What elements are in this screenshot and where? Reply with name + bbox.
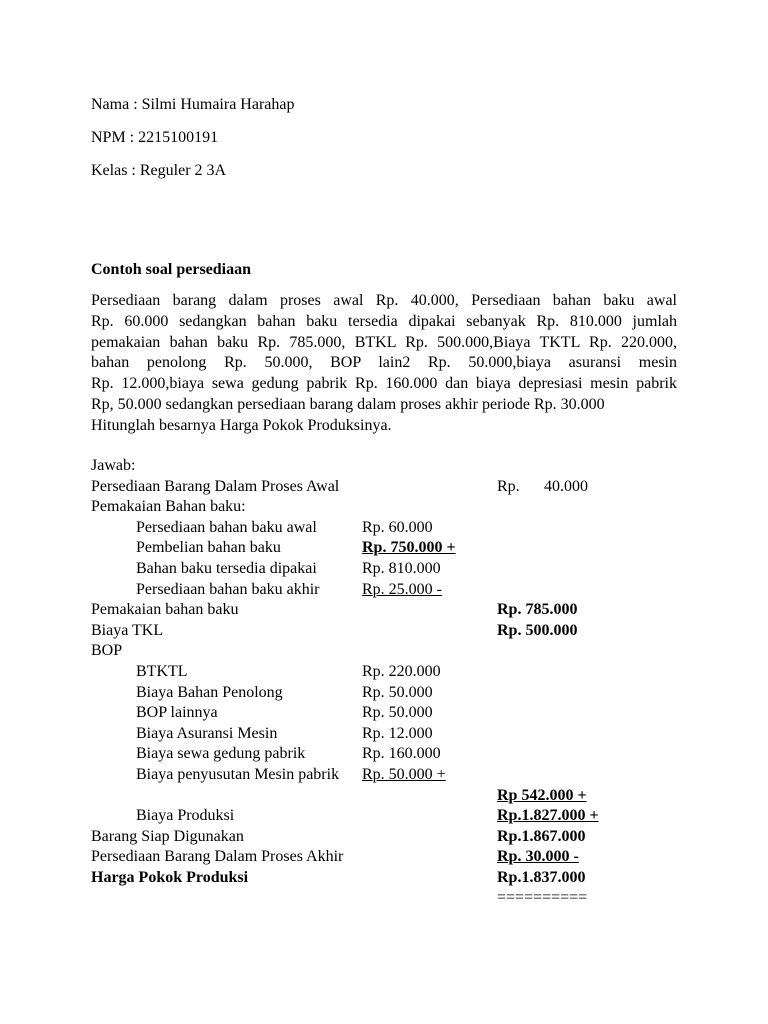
row-label: Biaya Produksi — [136, 807, 235, 825]
solution-row — [0, 538, 768, 559]
row-value: 40.000 — [544, 477, 588, 495]
problem-line: Persediaan barang dalam proses awal Rp. 40.000, Persediaan bahan baku awal — [91, 292, 677, 309]
student-npm: NPM : 2215100191 — [91, 129, 219, 146]
row-value: Rp.1.837.000 — [497, 868, 586, 886]
solution-row — [0, 600, 768, 621]
row-value: Rp. 810.000 — [362, 559, 441, 577]
row-label: Biaya Bahan Penolong — [136, 683, 283, 701]
row-label: Pembelian bahan baku — [136, 539, 281, 557]
row-label: Biaya penyusutan Mesin pabrik — [136, 765, 340, 783]
row-label: Biaya Asuransi Mesin — [136, 724, 278, 742]
row-value: Rp. 50.000 — [362, 704, 433, 722]
solution-row — [0, 765, 768, 786]
row-value: Rp.1.867.000 — [497, 827, 586, 845]
solution-row — [0, 641, 768, 662]
row-value: Rp 542.000 + — [497, 786, 587, 804]
problem-line: Hitunglah besarnya Harga Pokok Produksinya. — [91, 416, 392, 434]
row-label: Persediaan bahan baku awal — [136, 518, 317, 536]
jawab-label: Jawab: — [91, 457, 136, 474]
row-label: BTKTL — [136, 662, 188, 680]
row-value: Rp. 50.000 — [362, 683, 433, 701]
solution-row — [0, 683, 768, 704]
solution-row — [0, 827, 768, 848]
row-value: Rp. 220.000 — [362, 662, 441, 680]
problem-line: pemakaian bahan baku Rp. 785.000, BTKL Rp. 500.000,Biaya TKTL Rp. 220.000, — [91, 333, 677, 351]
row-value: Rp. 500.000 — [497, 621, 578, 639]
row-label: Persediaan Barang Dalam Proses Awal — [91, 477, 340, 495]
row-value: Rp. 30.000 - — [497, 848, 579, 866]
solution-row — [0, 847, 768, 868]
solution-row — [0, 703, 768, 724]
row-label: BOP — [91, 642, 123, 660]
problem-paragraph — [91, 291, 677, 437]
row-value: Rp. 12.000 — [362, 724, 433, 742]
solution-row — [0, 806, 768, 827]
double-underline: ========== — [497, 889, 588, 907]
solution-row — [0, 662, 768, 683]
row-value: Rp.1.827.000 + — [497, 807, 599, 825]
solution-row — [0, 724, 768, 745]
row-label: Persediaan bahan baku akhir — [136, 580, 320, 598]
row-value: Rp. 785.000 — [497, 601, 578, 619]
problem-line: Rp, 50.000 sedangkan persediaan barang dalam proses akhir periode Rp. 30.000 — [91, 395, 605, 413]
row-label: Bahan baku tersedia dipakai — [136, 559, 317, 577]
student-name: Nama : Silmi Humaira Harahap — [91, 96, 295, 113]
solution-row — [0, 497, 768, 518]
row-label: Pemakaian bahan baku — [91, 601, 239, 619]
problem-line: Rp. 60.000 sedangkan bahan baku tersedia dipakai sebanyak Rp. 810.000 jumlah — [91, 312, 677, 330]
problem-line: bahan penolong Rp. 50.000, BOP lain2 Rp. 50.000,biaya asuransi mesin — [91, 354, 677, 372]
row-label: Harga Pokok Produksi — [91, 868, 249, 886]
row-label: BOP lainnya — [136, 704, 218, 722]
solution-row — [0, 786, 768, 807]
problem-line: Rp. 12.000,biaya sewa gedung pabrik Rp. 160.000 dan biaya depresiasi mesin pabrik — [91, 375, 677, 393]
currency-label: Rp. — [497, 477, 520, 495]
section-title: Contoh soal persediaan — [91, 261, 252, 278]
solution-table — [0, 456, 768, 909]
student-class: Kelas : Reguler 2 3A — [91, 162, 227, 179]
solution-row — [0, 559, 768, 580]
row-label: Biaya sewa gedung pabrik — [136, 745, 306, 763]
row-label: Persediaan Barang Dalam Proses Akhir — [91, 848, 344, 866]
row-value: Rp. 750.000 + — [362, 539, 456, 557]
solution-row — [0, 888, 768, 909]
row-label: Biaya TKL — [91, 621, 164, 639]
solution-row — [0, 868, 768, 889]
row-value: Rp. 50.000 + — [362, 765, 446, 783]
solution-row — [0, 477, 768, 498]
solution-row — [0, 621, 768, 642]
solution-row — [0, 456, 768, 477]
row-value: Rp. 25.000 - — [362, 580, 442, 598]
row-value: Rp. 60.000 — [362, 518, 433, 536]
row-value: Rp. 160.000 — [362, 745, 441, 763]
solution-row — [0, 580, 768, 601]
solution-row — [0, 518, 768, 539]
row-label: Barang Siap Digunakan — [91, 827, 244, 845]
solution-row — [0, 744, 768, 765]
row-label: Pemakaian Bahan baku: — [91, 498, 246, 516]
